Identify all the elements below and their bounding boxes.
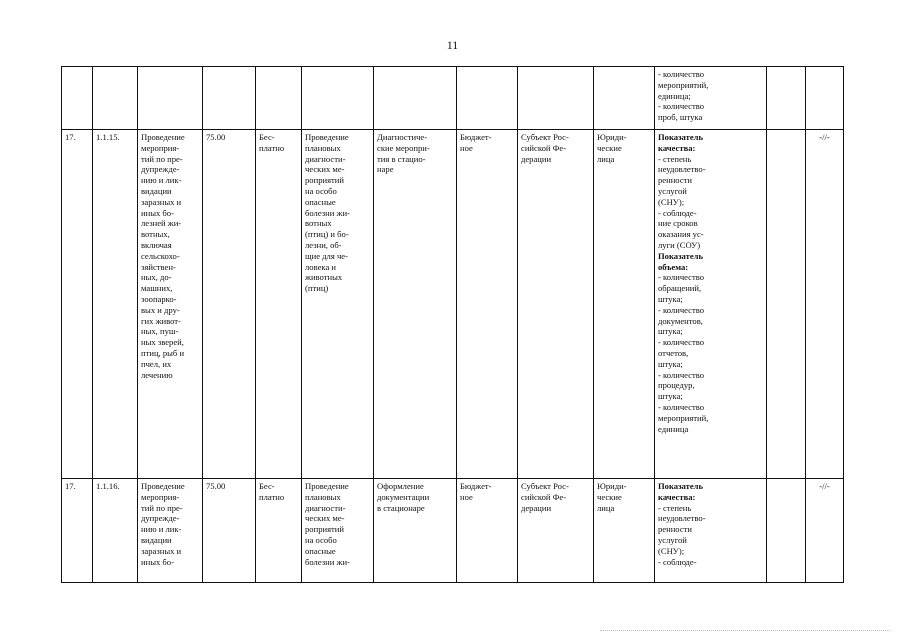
cell-line: ных, до- — [141, 272, 172, 283]
cell-name — [138, 130, 203, 479]
cell-line: мероприятий, — [658, 79, 709, 90]
cell-line: (СНУ); — [658, 545, 685, 556]
cell-line: мероприя- — [141, 142, 180, 153]
cell-line: Субъект Рос- — [521, 132, 569, 142]
cell-line: Бюджет- — [460, 481, 492, 491]
cell-line: Юриди- — [597, 481, 627, 491]
cell-line: включая — [141, 239, 172, 250]
cell-line: опасные — [305, 545, 336, 556]
cell-extra — [767, 130, 806, 479]
cell-indicators — [655, 67, 767, 130]
cell-condition — [374, 130, 457, 479]
cell-line: - степень — [658, 153, 692, 164]
cell-line: неудовлетво- — [658, 164, 706, 175]
cell-line: - количество — [658, 401, 705, 412]
cell-line: обращений, — [658, 283, 702, 294]
cell-line: сийской Фе- — [521, 142, 567, 153]
cell-line: лезни, об- — [305, 239, 342, 250]
cell-line: Диагностиче- — [377, 132, 428, 142]
cell-name — [138, 67, 203, 130]
cell-line: качества: — [658, 142, 696, 153]
cell-line: единица; — [658, 90, 691, 101]
cell-note: -//- — [806, 130, 844, 479]
cell-line: Бес- — [259, 481, 275, 491]
cell-price: 75.00 — [203, 479, 256, 583]
cell-line: вотных — [305, 218, 332, 229]
cell-line: отчетов, — [658, 347, 689, 358]
cell-line: тия в стацио- — [377, 153, 426, 164]
cell-line: Юриди- — [597, 132, 627, 142]
cell-line: иных бо- — [141, 207, 174, 218]
cell-line: ческие — [597, 491, 622, 502]
cell-line: плановых — [305, 491, 341, 502]
cell-line: - количество — [658, 369, 705, 380]
cell-extra — [767, 67, 806, 130]
cell-line: ние сроков — [658, 218, 698, 229]
cell-line: документации — [377, 491, 430, 502]
cell-line: (СНУ); — [658, 196, 685, 207]
cell-code: 1.1.15. — [93, 130, 138, 479]
cell-line: ное — [460, 142, 473, 153]
cell-line: ных зверей, — [141, 337, 184, 348]
cell-line: - количество — [658, 101, 705, 112]
cell-line: документов, — [658, 315, 703, 326]
cell-line: диагности- — [305, 153, 346, 164]
cell-funding — [457, 130, 518, 479]
cell-line: платно — [259, 142, 285, 153]
cell-line: зяйствен- — [141, 261, 176, 272]
cell-line: Показатель — [658, 132, 704, 142]
cell-payment — [256, 479, 302, 583]
cell-line: ных, пуш- — [141, 326, 179, 337]
cell-line: дерации — [521, 502, 552, 513]
cell-line: на особо — [305, 185, 337, 196]
cell-line: (птиц) — [305, 283, 329, 294]
cell-line: роприятий — [305, 524, 344, 535]
cell-line: иных бо- — [141, 556, 174, 567]
cell-line: платно — [259, 491, 285, 502]
cell-line: проб, штука — [658, 112, 703, 123]
cell-line: лица — [597, 153, 615, 164]
cell-line: лица — [597, 502, 615, 513]
cell-owner — [518, 479, 594, 583]
cell-line: штука; — [658, 358, 683, 369]
cell-condition — [374, 479, 457, 583]
cell-price — [203, 67, 256, 130]
cell-line: единица — [658, 423, 689, 434]
cell-line: Проведение — [305, 132, 349, 142]
cell-line: штука; — [658, 293, 683, 304]
cell-line: вых и дру- — [141, 304, 180, 315]
cell-line: нию и лик- — [141, 524, 182, 535]
cell-num — [62, 67, 93, 130]
cell-line: болезни жи- — [305, 556, 350, 567]
cell-line: объема: — [658, 261, 689, 272]
cell-line: - соблюде- — [658, 556, 697, 567]
services-table — [61, 66, 844, 583]
cell-num: 17. — [62, 130, 93, 479]
cell-line: услугой — [658, 534, 687, 545]
cell-consumers — [594, 130, 655, 479]
cell-content — [302, 130, 374, 479]
cell-indicators — [655, 130, 767, 479]
scan-artifact-line — [600, 630, 890, 632]
cell-line: плановых — [305, 142, 341, 153]
cell-note: -//- — [806, 479, 844, 583]
cell-line: ские меропри- — [377, 142, 430, 153]
cell-line: щие для че- — [305, 250, 348, 261]
cell-line: - количество — [658, 69, 705, 79]
cell-line: ловека и — [305, 261, 337, 272]
table-row — [62, 479, 844, 583]
cell-line: ческие — [597, 142, 622, 153]
cell-line: вотных, — [141, 229, 170, 240]
cell-line: ренности — [658, 175, 692, 186]
page-number: 11 — [446, 38, 459, 52]
cell-line: роприятий — [305, 175, 344, 186]
cell-line: зоопарко- — [141, 293, 177, 304]
cell-line: - количество — [658, 272, 705, 283]
cell-line: опасные — [305, 196, 336, 207]
cell-line: наре — [377, 164, 394, 175]
table-row — [62, 130, 844, 479]
cell-line: штука; — [658, 391, 683, 402]
cell-line: мероприятий, — [658, 412, 709, 423]
cell-line: - соблюде- — [658, 207, 697, 218]
cell-funding — [457, 67, 518, 130]
cell-line: тий по пре- — [141, 153, 183, 164]
cell-line: нию и лик- — [141, 175, 182, 186]
cell-line: Субъект Рос- — [521, 481, 569, 491]
cell-note — [806, 67, 844, 130]
cell-condition — [374, 67, 457, 130]
cell-line: видации — [141, 185, 172, 196]
cell-line: Оформление — [377, 481, 424, 491]
cell-line: - количество — [658, 304, 705, 315]
cell-owner — [518, 130, 594, 479]
cell-line: Проведение — [141, 132, 185, 142]
cell-line: Показатель — [658, 250, 704, 261]
cell-line: - количество — [658, 337, 705, 348]
cell-line: луги (СОУ) — [658, 239, 701, 250]
cell-payment — [256, 67, 302, 130]
cell-line: в стационаре — [377, 502, 425, 513]
cell-indicators — [655, 479, 767, 583]
cell-line: Бес- — [259, 132, 275, 142]
cell-line: на особо — [305, 534, 337, 545]
cell-line: дерации — [521, 153, 552, 164]
cell-funding — [457, 479, 518, 583]
cell-line: Бюджет- — [460, 132, 492, 142]
cell-line: - степень — [658, 502, 692, 513]
cell-code — [93, 67, 138, 130]
cell-line: заразных и — [141, 196, 182, 207]
cell-line: (птиц) и бо- — [305, 229, 349, 240]
cell-line: пчел, их — [141, 358, 172, 369]
cell-line: дупрежде- — [141, 164, 180, 175]
cell-line: ное — [460, 491, 473, 502]
cell-line: процедур, — [658, 380, 695, 391]
cell-line: штука; — [658, 326, 683, 337]
cell-payment — [256, 130, 302, 479]
cell-line: лечению — [141, 369, 173, 380]
cell-line: ренности — [658, 524, 692, 535]
table-row-continuation — [62, 67, 844, 130]
cell-price: 75.00 — [203, 130, 256, 479]
cell-line: машних, — [141, 283, 173, 294]
cell-line: Проведение — [141, 481, 185, 491]
cell-extra — [767, 479, 806, 583]
cell-line: Показатель — [658, 481, 704, 491]
cell-line: видации — [141, 534, 172, 545]
cell-line: Проведение — [305, 481, 349, 491]
cell-num: 17. — [62, 479, 93, 583]
cell-line: оказания ус- — [658, 229, 704, 240]
cell-line: тий по пре- — [141, 502, 183, 513]
cell-line: качества: — [658, 491, 696, 502]
cell-name — [138, 479, 203, 583]
cell-owner — [518, 67, 594, 130]
cell-line: сельскохо- — [141, 250, 180, 261]
cell-consumers — [594, 479, 655, 583]
cell-consumers — [594, 67, 655, 130]
cell-line: мероприя- — [141, 491, 180, 502]
cell-line: диагности- — [305, 502, 346, 513]
cell-line: дупрежде- — [141, 513, 180, 524]
cell-line: животных — [305, 272, 343, 283]
cell-line: птиц, рыб и — [141, 347, 185, 358]
cell-line: лезней жи- — [141, 218, 182, 229]
cell-line: услугой — [658, 185, 687, 196]
cell-line: болезни жи- — [305, 207, 350, 218]
cell-line: неудовлетво- — [658, 513, 706, 524]
cell-line: ческих ме- — [305, 164, 345, 175]
cell-line: ческих ме- — [305, 513, 345, 524]
cell-code: 1.1.16. — [93, 479, 138, 583]
cell-content — [302, 479, 374, 583]
cell-line: заразных и — [141, 545, 182, 556]
cell-line: гих живот- — [141, 315, 181, 326]
cell-content — [302, 67, 374, 130]
cell-line: сийской Фе- — [521, 491, 567, 502]
